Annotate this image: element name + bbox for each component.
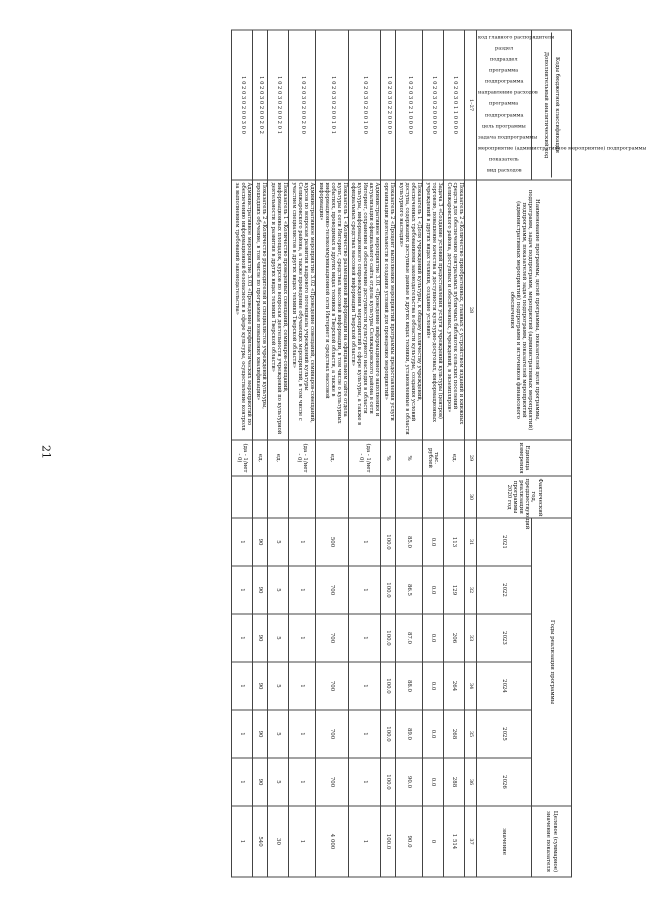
row-unit: (да - 1/нет - 0) xyxy=(348,440,381,476)
col-number-2023: 33 xyxy=(465,614,477,662)
code-part-1: код главного распорядителя xyxy=(478,34,555,41)
row-code: 1 0 2 0 3 0 2 2 0 0 0 0 xyxy=(381,30,396,180)
row-unit: (да - 1/нет - 0) xyxy=(288,440,315,476)
code-part-7: программа xyxy=(489,100,519,107)
row-name: Показатель 2 «Процент выполнения мероприятий программы предоставления услуги организации деятельности и создания условий для проведения мероприятий» xyxy=(381,180,396,440)
col-number-final: 37 xyxy=(465,806,477,877)
row-name: Задача 3 «Создание условий предоставления услуги учреждений культуры (центров) торговлю, повышение качества и доступности культурно-досуговых, информационных учреждений в других видах техники, создание условий» xyxy=(423,180,444,440)
row-value-2022: 0.0 xyxy=(423,566,444,614)
row-value-2022: 5 xyxy=(267,566,288,614)
row-unit: ед. xyxy=(315,440,348,476)
row-value-2025: 1 xyxy=(288,710,315,758)
row-value-2023: 1 xyxy=(348,614,381,662)
row-value-2025: 5 xyxy=(267,710,288,758)
row-value-2022: 1 xyxy=(232,566,253,614)
row-value-2022: 90 xyxy=(252,566,267,614)
row-final-value: 1 xyxy=(288,806,315,877)
row-code: 1 0 2 0 3 0 2 0 0 1 0 1 xyxy=(315,30,348,180)
row-final-value: 1 514 xyxy=(444,806,465,877)
row-name: Показатель 1 «Количество проведенных совещаний, семинаров-совещаний, информационных площадок, курсов по вопросам деятельности учреждений по культурной деятельности и развития в других видах техники Тверской области» xyxy=(267,180,288,440)
table-row xyxy=(444,30,465,877)
row-name: Административное мероприятие 3.02 «Проведение совещаний, семинаров-совещаний, курсов по вопросам развития кадрового потенциала учреждений культуры Селижаровского района, а также проведение обучающих мероприятий, в том числе с участием специалистов в других видах техники Тверской области» xyxy=(288,180,315,440)
row-actual xyxy=(348,476,381,518)
row-value-2026: 1 xyxy=(232,758,253,806)
row-value-2025: 90 xyxy=(252,710,267,758)
row-name: Административное мероприятие 3.01 «Проведение информационного наполнения и актуализации официального сайта отдела культуры Селижаровского района в сети Интернет, сохранение и обеспечение доступности культурного наследия в области культуры, информационного сопровождения мероприятий в сфере культуры, а также в официальных средствах массовой информации Тверской области» xyxy=(348,180,381,440)
col-number-name: 28 xyxy=(465,180,477,440)
row-value-2023: 700 xyxy=(315,614,348,662)
row-final-value: 540 xyxy=(252,806,267,877)
row-value-2022: 700 xyxy=(315,566,348,614)
row-value-2026: 700 xyxy=(315,758,348,806)
row-value-2026: 100.0 xyxy=(381,758,396,806)
code-part-6: направление расходов xyxy=(478,89,538,96)
row-value-2026: 0.0 xyxy=(423,758,444,806)
row-value-2021: 85.0 xyxy=(396,518,423,566)
final-value-header: Целевое (суммарное) значение показателя xyxy=(532,806,572,877)
row-name: Показатель 2 «Количество приобретенных, главных с устройством изданий и книжных средств для обеспечения центральных публичных библиотек сельских поселений Селижаровского района, доступных и обеспеченных, учреждений, в экземпляров» xyxy=(444,180,465,440)
row-value-2021: 1 xyxy=(288,518,315,566)
code-part-9: цель программы xyxy=(482,123,526,130)
row-value-2024: 90 xyxy=(252,662,267,710)
col-number-2021: 31 xyxy=(465,518,477,566)
row-actual xyxy=(267,476,288,518)
row-actual xyxy=(288,476,315,518)
code-part-10: задача подпрограммы xyxy=(478,134,538,141)
row-code: 1 0 2 0 3 0 2 0 0 3 0 0 xyxy=(232,30,253,180)
row-name: Показатель 2 «Количество руководителей и специалистов учреждений культуры, прошедших обучение, в том числе по программам повышения квалификации» xyxy=(252,180,267,440)
row-value-2024: 1 xyxy=(348,662,381,710)
row-value-2025: 100.0 xyxy=(381,710,396,758)
row-value-2023: 5 xyxy=(267,614,288,662)
table-row xyxy=(288,30,315,877)
code-part-5: подпрограмма xyxy=(484,78,524,85)
final-value-subheader: значение xyxy=(477,806,532,877)
column-numbers-row xyxy=(465,30,477,877)
row-code: 1 0 2 0 3 0 1 1 0 0 0 0 xyxy=(444,30,465,180)
row-code: 1 0 2 0 3 0 2 1 0 0 0 0 xyxy=(396,30,423,180)
years-title-header: Годы реализации программы xyxy=(532,518,572,806)
unit-header: Единица измерения xyxy=(477,440,572,476)
row-actual xyxy=(232,476,253,518)
row-value-2026: 90.0 xyxy=(396,758,423,806)
row-value-2021: 100.0 xyxy=(381,518,396,566)
program-table xyxy=(231,30,646,878)
row-code: 1 0 2 0 3 0 2 0 0 2 0 0 xyxy=(288,30,315,180)
row-value-2023: 1 xyxy=(232,614,253,662)
table-row xyxy=(232,30,253,877)
col-number-2022: 32 xyxy=(465,566,477,614)
row-final-value: 1 xyxy=(348,806,381,877)
col-number-2026: 36 xyxy=(465,758,477,806)
row-actual xyxy=(315,476,348,518)
row-unit: (да - 1/нет - 0) xyxy=(232,440,253,476)
program-codes-header: Дополнительный аналитический код xyxy=(543,33,552,178)
row-value-2024: 100.0 xyxy=(381,662,396,710)
row-value-2026: 1 xyxy=(348,758,381,806)
year-header-2021: 2021 xyxy=(477,518,532,566)
row-code: 1 0 2 0 3 0 2 0 0 0 0 0 xyxy=(423,30,444,180)
row-actual xyxy=(444,476,465,518)
row-actual xyxy=(396,476,423,518)
row-actual xyxy=(423,476,444,518)
row-actual xyxy=(252,476,267,518)
row-value-2023: 206 xyxy=(444,614,465,662)
year-header-2024: 2024 xyxy=(477,662,532,710)
row-value-2024: 264 xyxy=(444,662,465,710)
row-unit: ед. xyxy=(267,440,288,476)
row-value-2022: 1 xyxy=(288,566,315,614)
row-code: 1 0 2 0 3 0 2 0 0 2 0 2 xyxy=(252,30,267,180)
row-value-2021: 500 xyxy=(315,518,348,566)
row-code: 1 0 2 0 3 0 2 0 0 2 0 1 xyxy=(267,30,288,180)
year-header-2026: 2026 xyxy=(477,758,532,806)
row-value-2023: 1 xyxy=(288,614,315,662)
budget-codes-header: Коды бюджетной классификации xyxy=(554,57,561,153)
row-final-value: 30 xyxy=(267,806,288,877)
row-value-2025: 268 xyxy=(444,710,465,758)
row-value-2025: 700 xyxy=(315,710,348,758)
row-value-2021: 1 xyxy=(348,518,381,566)
row-value-2026: 288 xyxy=(444,758,465,806)
name-header: Наименование программы, целей программы, показателей цели программы, подпрограмм, задач подпрограмм, мероприятий (административных мероприятий) подпрограмм, показателей задач подпрограмм, показателей мероприятий (административных мероприятий) подпрограмм и источников финансового обеспечения xyxy=(477,180,572,440)
row-unit: % xyxy=(381,440,396,476)
row-value-2025: 0.0 xyxy=(423,710,444,758)
row-value-2022: 100.0 xyxy=(381,566,396,614)
row-code: 1 0 2 0 3 0 2 0 0 1 0 0 xyxy=(348,30,381,180)
row-value-2021: 1 xyxy=(232,518,253,566)
row-final-value: 4 000 xyxy=(315,806,348,877)
row-unit: % xyxy=(396,440,423,476)
row-value-2025: 1 xyxy=(348,710,381,758)
col-number-actual: 30 xyxy=(465,476,477,518)
table-row xyxy=(396,30,423,877)
row-unit: ед. xyxy=(252,440,267,476)
row-value-2021: 90 xyxy=(252,518,267,566)
year-header-2025: 2025 xyxy=(477,710,532,758)
code-part-3: подраздел xyxy=(490,56,518,63)
row-name: Показатель 1 «Количество размещенной информации на официальном сайте отдела культуры в сети Интернет, средствах массовой информации, в том числе о культурных событиях, проводимых в других видах техники в Тверской области, а также в информационно-телекоммуникационной сети Интернет и средствах массовой информации» xyxy=(315,180,348,440)
row-final-value: 1 xyxy=(232,806,253,877)
code-part-13: вид расходов xyxy=(486,167,522,174)
row-value-2026: 5 xyxy=(267,758,288,806)
row-value-2026: 1 xyxy=(288,758,315,806)
table-row xyxy=(348,30,381,877)
row-value-2024: 0.0 xyxy=(423,662,444,710)
column-numbers-codes xyxy=(465,30,477,180)
row-value-2022: 1 xyxy=(348,566,381,614)
row-name: Показатель 1 «Доля учреждений культуры, к общему количеству учреждений, обеспеченных требованиями законодательства в области культуры, создания условий доступа, содержащих доступные данные в других видах техники, установленные в области культурного наследия» xyxy=(396,180,423,440)
row-value-2022: 86.5 xyxy=(396,566,423,614)
year-header-2022: 2022 xyxy=(477,566,532,614)
row-final-value: 0 xyxy=(423,806,444,877)
page-number: 21 xyxy=(39,445,53,459)
row-value-2021: 5 xyxy=(267,518,288,566)
row-name: Административное мероприятие 3.03 «Проведение профилактических мероприятий по обеспечению информационной безопасности в сфере культуры, осуществление контроля за выполнением требований законодательства» xyxy=(232,180,253,440)
row-unit: тыс. рублей xyxy=(423,440,444,476)
table-row xyxy=(381,30,396,877)
row-value-2023: 90 xyxy=(252,614,267,662)
actual-year-header: Фактический год, предшествующий реализации программы 2020 год xyxy=(477,476,572,518)
row-value-2023: 87.0 xyxy=(396,614,423,662)
row-value-2023: 0.0 xyxy=(423,614,444,662)
code-part-11: мероприятие (административное мероприятие) подпрограммы xyxy=(478,145,646,152)
row-value-2023: 100.0 xyxy=(381,614,396,662)
row-final-value: 90.0 xyxy=(396,806,423,877)
row-actual xyxy=(381,476,396,518)
row-value-2025: 89.0 xyxy=(396,710,423,758)
col-number-2024: 34 xyxy=(465,662,477,710)
codes-header xyxy=(532,30,572,180)
row-value-2022: 129 xyxy=(444,566,465,614)
row-value-2024: 1 xyxy=(232,662,253,710)
year-header-2023: 2023 xyxy=(477,614,532,662)
code-part-4: программа xyxy=(489,67,519,74)
code-part-2: раздел xyxy=(494,45,514,52)
row-value-2024: 88.0 xyxy=(396,662,423,710)
code-part-12: показатель xyxy=(489,156,519,163)
row-value-2024: 5 xyxy=(267,662,288,710)
code-part-8: подпрограмма xyxy=(484,112,524,119)
table-row xyxy=(315,30,348,877)
col-number-unit: 29 xyxy=(465,440,477,476)
table-row xyxy=(252,30,267,877)
col-number-range: 1–27 xyxy=(468,98,475,112)
row-value-2024: 700 xyxy=(315,662,348,710)
row-final-value: 100.0 xyxy=(381,806,396,877)
program-table-sheet xyxy=(72,30,646,875)
row-unit: ед. xyxy=(444,440,465,476)
row-value-2021: 113 xyxy=(444,518,465,566)
row-value-2021: 0.0 xyxy=(423,518,444,566)
table-row xyxy=(423,30,444,877)
col-number-2025: 35 xyxy=(465,710,477,758)
row-value-2025: 1 xyxy=(232,710,253,758)
table-row xyxy=(267,30,288,877)
row-value-2024: 1 xyxy=(288,662,315,710)
row-value-2026: 90 xyxy=(252,758,267,806)
